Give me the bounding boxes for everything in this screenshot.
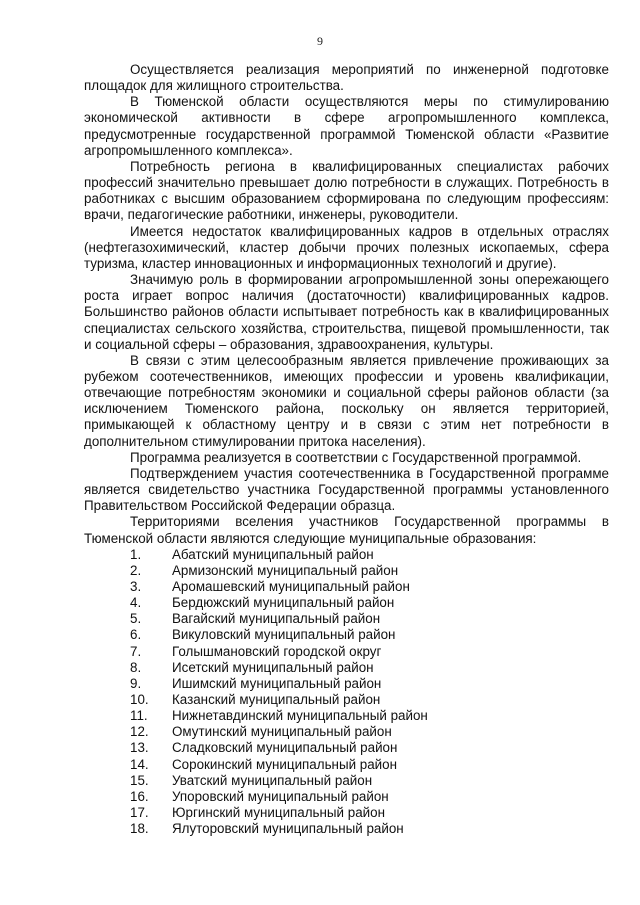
list-item-label: Нижнетавдинский муниципальный район <box>172 708 428 724</box>
list-item <box>84 563 609 579</box>
list-item-number: 6. <box>130 627 142 643</box>
paragraph: Подтверждением участия соотечественника в Государственной программе является свидетельство участника Государственной программы установленного Правительством Российской Федерации образца. <box>84 465 609 514</box>
list-item <box>84 757 609 773</box>
list-item <box>84 708 609 724</box>
list-item <box>84 644 609 660</box>
list-item <box>84 773 609 789</box>
paragraph: Программа реализуется в соответствии с Государственной программой. <box>130 449 582 465</box>
paragraph: Осуществляется реализация мероприятий по инженерной подготовке площадок для жилищного строительства. <box>84 62 609 94</box>
list-item <box>84 579 609 595</box>
list-item-number: 17. <box>130 804 149 820</box>
list-item <box>84 724 609 740</box>
list-item <box>84 789 609 805</box>
list-item-label: Казанский муниципальный район <box>172 691 381 707</box>
list-item-number: 2. <box>130 562 142 578</box>
page-number: 9 <box>317 34 323 48</box>
list-item-number: 15. <box>130 772 149 788</box>
list-item-label: Абатский муниципальный район <box>172 546 374 562</box>
list-item-label: Юргинский муниципальный район <box>172 804 385 820</box>
list-item-label: Омутинский муниципальный район <box>172 724 392 740</box>
list-item-number: 4. <box>130 595 142 611</box>
list-item-number: 18. <box>130 821 149 837</box>
list-item-label: Голышмановский городской округ <box>172 643 382 659</box>
list-item-number: 7. <box>130 643 142 659</box>
list-item-number: 12. <box>130 724 149 740</box>
paragraph: В связи с этим целесообразным является привлечение проживающих за рубежом соотечественников, имеющих профессии и уровень квалификации, отвечающие потребностям экономики и социальной сферы районов области (за исключением Тюменского района, поскольку он является территорией, примыкающей к областному центру и в связи с этим нет потребности в дополнительном стимулировании притока населения). <box>84 352 609 449</box>
paragraph: Значимую роль в формировании агропромышленной зоны опережающего роста играет вопрос наличия (достаточности) квалифицированных кадров. Большинство районов области испытывает потребность как в квалифицированных специалистах сельского хозяйства, строительства, пищевой промышленности, так и социальной сферы – образования, здравоохранения, культуры. <box>84 272 609 352</box>
document-body <box>84 62 609 837</box>
list-item <box>84 740 609 756</box>
list-item-label: Бердюжский муниципальный район <box>172 595 395 611</box>
list-item-label: Уватский муниципальный район <box>172 772 373 788</box>
list-item <box>84 805 609 821</box>
list-item-number: 11. <box>130 708 148 724</box>
list-item-number: 14. <box>130 756 149 772</box>
list-item-number: 3. <box>130 578 142 594</box>
paragraph: Потребность региона в квалифицированных специалистах рабочих профессий значительно превышает долю потребности в служащих. Потребность в работниках с высшим образованием сформирована по следующим профессиям: врачи, педагогические работники, инженеры, руководители. <box>84 158 609 223</box>
paragraph: Территориями вселения участников Государственной программы в Тюменской области являются следующие муниципальные образования: <box>84 514 609 546</box>
list-item-label: Сорокинский муниципальный район <box>172 756 397 772</box>
list-item <box>84 611 609 627</box>
list-item <box>84 821 609 837</box>
list-item-number: 13. <box>130 740 149 756</box>
list-item-label: Вагайский муниципальный район <box>172 611 381 627</box>
list-item-label: Исетский муниципальный район <box>172 659 374 675</box>
list-item-label: Ялуторовский муниципальный район <box>172 821 404 837</box>
list-item-label: Аромашевский муниципальный район <box>172 578 410 594</box>
list-item-number: 1. <box>130 546 142 562</box>
list-item <box>84 595 609 611</box>
list-item-label: Армизонский муниципальный район <box>172 562 399 578</box>
list-item <box>84 692 609 708</box>
paragraph: В Тюменской области осуществляются меры по стимулированию экономической активности в сфере агропромышленного комплекса, предусмотренные государственной программой Тюменской области «Развитие агропромышленного комплекса». <box>84 94 609 158</box>
list-item-label: Упоровский муниципальный район <box>172 788 389 804</box>
list-item <box>84 547 609 563</box>
list-item-number: 10. <box>130 691 149 707</box>
list-item-label: Ишимский муниципальный район <box>172 675 382 691</box>
list-item-number: 8. <box>130 659 142 675</box>
list-item-number: 9. <box>130 675 142 691</box>
list-item <box>84 676 609 692</box>
list-item-label: Викуловский муниципальный район <box>172 627 396 643</box>
list-item-label: Сладковский муниципальный район <box>172 740 398 756</box>
territories-list <box>84 547 609 838</box>
list-item-number: 5. <box>130 611 142 627</box>
list-item <box>84 660 609 676</box>
list-item <box>84 627 609 643</box>
paragraph: Имеется недостаток квалифицированных кадров в отдельных отраслях (нефтегазохимический, кластер добычи прочих полезных ископаемых, сфера туризма, кластер инновационных и информационных технологий и другие). <box>84 223 609 271</box>
list-item-number: 16. <box>130 788 149 804</box>
